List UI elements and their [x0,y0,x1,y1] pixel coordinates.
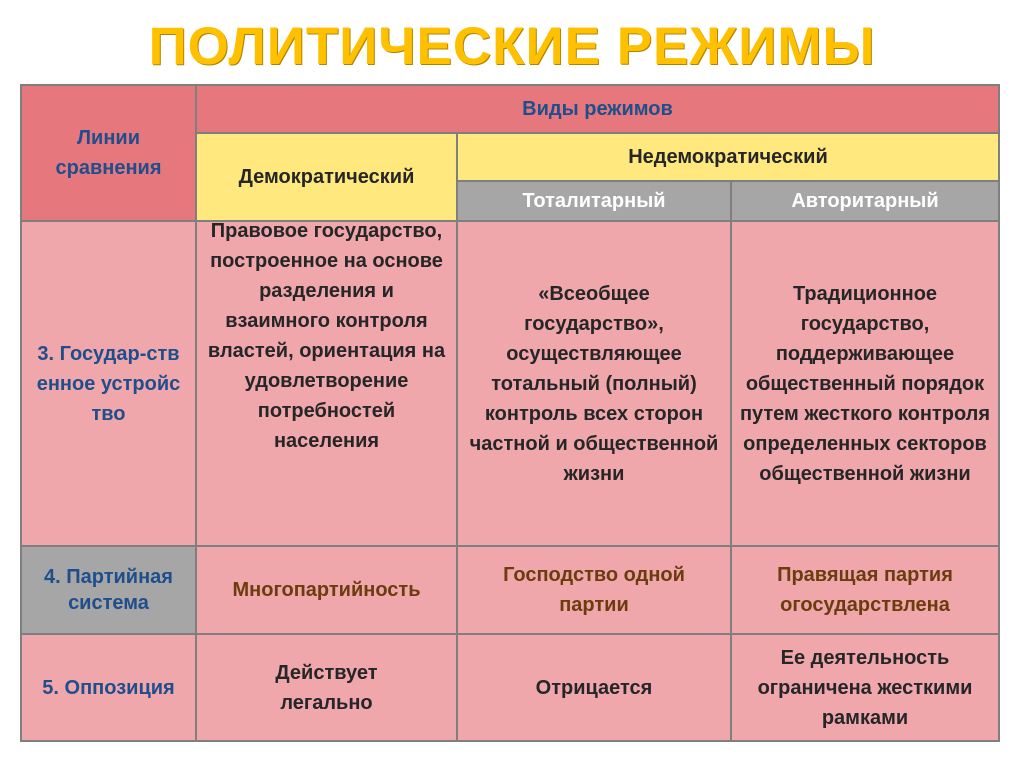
party-system-label: 4. Партийная система [44,566,173,614]
party-system-democratic-text: Многопартийность [232,579,421,601]
democratic-label: Демократический [238,166,415,188]
party-system-authoritarian-text: Правящая партия огосударствлена [777,564,953,616]
opposition-totalitarian-text: Отрицается [535,676,653,699]
state-structure-label: 3. Государ-ственное устройство [36,342,181,425]
party-system-democratic [195,545,458,635]
authoritarian-header [730,180,1000,222]
comparison-lines-header [20,84,197,222]
state-structure-democratic-text: Правовое государство, построенное на основе разделения и взаимного контроля властей, ориентация на удовлетворение потребностей населения [207,220,446,452]
comparison-lines-label: Линии сравнения [55,127,162,179]
state-structure-totalitarian [456,220,732,547]
non-democratic-header [456,132,1000,182]
opposition-totalitarian [456,633,732,742]
regime-types-header [195,84,1000,134]
opposition-democratic [195,633,458,742]
opposition-democratic-text: Действует легально [275,661,378,714]
party-system-totalitarian-text: Господство одной партии [503,564,685,616]
opposition-label: 5. Оппозиция [42,676,175,699]
state-structure-totalitarian-text: «Всеобщее государство», осуществляющее тотальный (полный) контроль всех сторон частной и общественной жизни [469,282,719,485]
opposition-authoritarian-text: Ее деятельность ограничена жесткими рамками [757,646,973,729]
totalitarian-header [456,180,732,222]
row-label-party-system [20,545,197,635]
totalitarian-label: Тоталитарный [522,190,666,212]
row-label-state-structure [20,220,197,547]
page-title: ПОЛИТИЧЕСКИЕ РЕЖИМЫ [148,17,876,76]
party-system-totalitarian [456,545,732,635]
state-structure-authoritarian [730,220,1000,547]
regime-types-label: Виды режимов [522,98,673,120]
state-structure-authoritarian-text: Традиционное государство, поддерживающее общественный порядок путем жесткого контроля определенных секторов общественной жизни [739,282,991,485]
democratic-header [195,132,458,222]
party-system-authoritarian [730,545,1000,635]
opposition-authoritarian [730,633,1000,742]
state-structure-democratic [195,220,458,547]
non-democratic-label: Недемократический [628,146,828,168]
authoritarian-label: Авторитарный [791,190,939,212]
row-label-opposition [20,633,197,742]
